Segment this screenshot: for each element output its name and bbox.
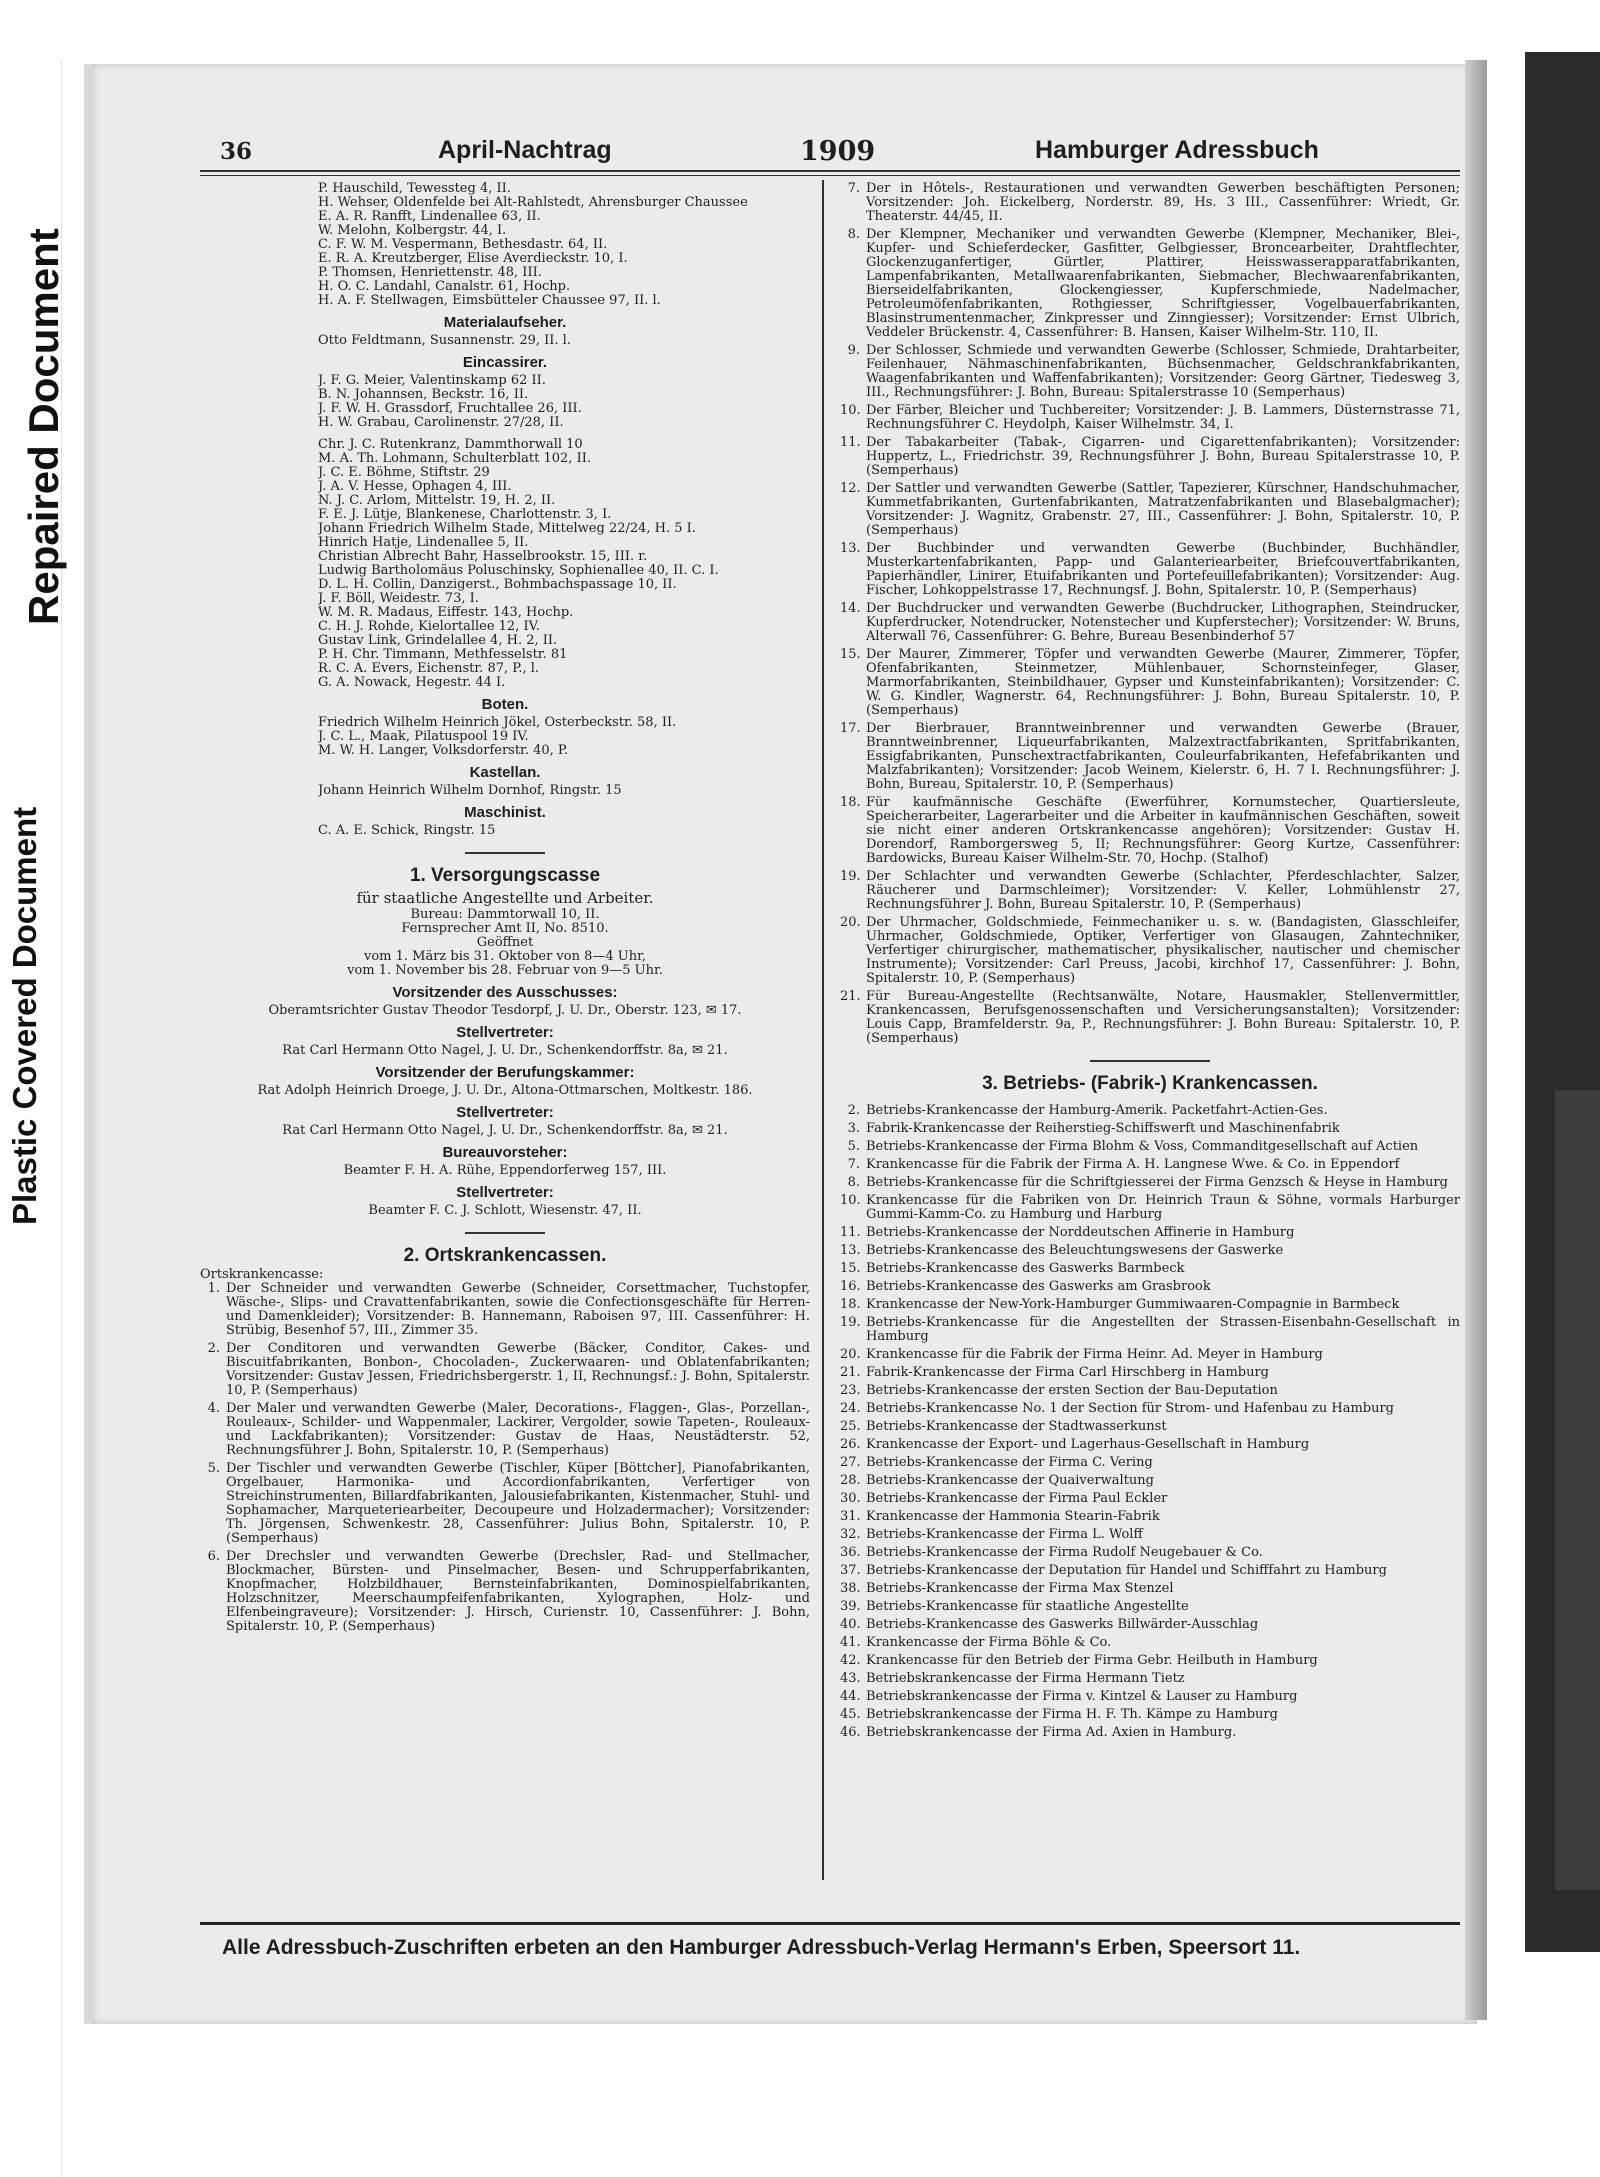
entry-text: Krankencasse für die Fabrik der Firma A. H. Langnese Wwe. & Co. in Eppendorf: [866, 1157, 1400, 1172]
entry-number: 11.: [840, 435, 861, 450]
list-item: [840, 1564, 1460, 1578]
entry-line: Friedrich Wilhelm Heinrich Jökel, Osterbeckstr. 58, II.: [318, 716, 677, 730]
entry-number: 8.: [847, 227, 860, 242]
list-item: [200, 1282, 810, 1338]
entry-line: J. A. V. Hesse, Ophagen 4, III.: [318, 480, 512, 494]
list-item: [840, 1122, 1460, 1136]
entry-number: 26.: [840, 1437, 861, 1452]
entry-line: Chr. J. C. Rutenkranz, Dammthorwall 10: [318, 438, 583, 452]
list-item: [840, 1582, 1460, 1596]
maschinist-list: [200, 824, 810, 838]
entry-text: Betriebskrankencasse der Firma Hermann Tietz: [866, 1671, 1185, 1686]
entry-text: Krankencasse für die Fabriken von Dr. Heinrich Traun & Söhne, vormals Harburger Gummi-Kamm-Co. zu Hamburg und Harburg: [866, 1193, 1460, 1222]
entry-text: Betriebs-Krankencasse für die Schriftgiesserei der Firma Genzsch & Heyse in Hamburg: [866, 1175, 1448, 1190]
section-2-entries: [200, 1282, 810, 1634]
list-item: [200, 1550, 810, 1634]
entry-text: Betriebs-Krankencasse der Hamburg-Amerik. Packetfahrt-Actien-Ges.: [866, 1103, 1328, 1118]
entry-line: B. N. Johannsen, Beckstr. 16, II.: [318, 388, 529, 402]
role-heading: Stellvertreter:: [456, 1024, 554, 1041]
entry-number: 32.: [840, 1527, 861, 1542]
entry-line: M. A. Th. Lohmann, Schulterblatt 102, II.: [318, 452, 591, 466]
entry-line: J. C. L., Maak, Pilatuspool 19 IV.: [318, 730, 529, 744]
role-holder: Oberamtsrichter Gustav Theodor Tesdorpf, J. U. Dr., Oberstr. 123, ✉ 17.: [268, 1003, 742, 1018]
entry-text: Für kaufmännische Geschäfte (Ewerführer, Kornumstecher, Quartiersleute, Speicherarbeiter, Lagerarbeiter und die Arbeiter in kaufmännischen Geschäften, soweit sie nicht einer anderen Ortskrankencasse angehören); Vorsitzender: Gustav H. Dorendorf, Ramborgersweg 5, II; Rechnungsführer: Georg Kurtze, Cassenführer: Bardowicks, Bureau Kaiser Wilhelm-Str. 70, Hochp. (Stalhof): [866, 795, 1460, 866]
entry-text: Betriebs-Krankencasse des Gaswerks am Grasbrook: [866, 1279, 1211, 1294]
header-year: 1909: [800, 136, 876, 167]
list-item: [840, 182, 1460, 224]
entry-line: Christian Albrecht Bahr, Hasselbrookstr. 15, III. r.: [318, 550, 648, 564]
entry-line: vom 1. November bis 28. Februar von 9—5 Uhr.: [347, 964, 663, 978]
entry-line: R. C. A. Evers, Eichenstr. 87, P., l.: [318, 662, 540, 676]
entry-text: Krankencasse der Firma Böhle & Co.: [866, 1635, 1112, 1650]
entry-text: Der Sattler und verwandten Gewerbe (Sattler, Tapezierer, Kürschner, Handschuhmacher, Kummetfabrikanten, Gurtenfabrikanten, Matratzenfabrikanten und Blasebalgmacher); Vorsitzender: J. Wagnitz, Grabenstr. 27, III., Cassenführer: J. Bohn, Spitalerstr. 10, P. (Semperhaus): [866, 481, 1460, 538]
entry-line: G. A. Nowack, Hegestr. 44 I.: [318, 676, 506, 690]
entry-text: Betriebs-Krankencasse für staatliche Angestellte: [866, 1599, 1189, 1614]
entry-number: 6.: [207, 1549, 220, 1564]
section-3-title: 3. Betriebs- (Fabrik-) Krankencassen.: [982, 1073, 1318, 1094]
list-item: [840, 1402, 1460, 1416]
entry-number: 19.: [840, 1315, 861, 1330]
list-item: [840, 228, 1460, 340]
eincassirer-heading: Eincassirer.: [462, 354, 548, 371]
list-item: [840, 1226, 1460, 1240]
entry-line: H. O. C. Landahl, Canalstr. 61, Hochp.: [318, 280, 571, 294]
list-item: [840, 1438, 1460, 1452]
entry-text: Betriebskrankencasse der Firma v. Kintzel & Lauser zu Hamburg: [866, 1689, 1298, 1704]
entry-number: 21.: [840, 1365, 861, 1380]
list-item: [840, 1316, 1460, 1344]
section-1-info: [200, 908, 810, 978]
list-item: [840, 436, 1460, 478]
entry-line: Gustav Link, Grindelallee 4, H. 2, II.: [318, 634, 558, 648]
list-item: [840, 1654, 1460, 1668]
entry-line: P. Thomsen, Henriettenstr. 48, III.: [318, 266, 542, 280]
entry-number: 36.: [840, 1545, 861, 1560]
section-1-title: 1. Versorgungscasse: [409, 865, 601, 886]
eincassirer-list-b: [200, 438, 810, 690]
entry-number: 39.: [840, 1599, 861, 1614]
entry-text: Krankencasse für die Fabrik der Firma Heinr. Ad. Meyer in Hamburg: [866, 1347, 1323, 1362]
footer-notice: Alle Adressbuch-Zuschriften erbeten an den Hamburger Adressbuch-Verlag Hermann's Erben, Speersort 11.: [222, 1936, 1301, 1959]
entry-number: 5.: [847, 1139, 860, 1154]
entry-line: C. H. J. Rohde, Kielortallee 12, IV.: [318, 620, 540, 634]
list-item: [840, 1510, 1460, 1524]
role-holder: Rat Carl Hermann Otto Nagel, J. U. Dr., Schenkendorffstr. 8a, ✉ 21.: [282, 1123, 728, 1138]
role-holder: Beamter F. C. J. Schlott, Wiesenstr. 47, II.: [368, 1203, 642, 1218]
entry-number: 13.: [840, 541, 861, 556]
entry-line: Ludwig Bartholomäus Poluschinsky, Sophienallee 40, II. C. I.: [318, 564, 719, 578]
list-item: [840, 722, 1460, 792]
entry-line: N. J. C. Arlom, Mittelstr. 19, H. 2, II.: [318, 494, 556, 508]
list-item: [840, 1194, 1460, 1222]
list-item: [840, 1636, 1460, 1650]
list-item: [840, 1244, 1460, 1258]
entry-text: Der Tabakarbeiter (Tabak-, Cigarren- und Cigarettenfabrikanten); Vorsitzender: Huppertz, L., Friedrichstr. 39, Rechnungsführer J. Bohn, Bureau Spitalerstrasse 10, P. (Semperhaus): [866, 435, 1460, 478]
entry-number: 28.: [840, 1473, 861, 1488]
entry-number: 20.: [840, 1347, 861, 1362]
list-item: [840, 870, 1460, 912]
list-item: [840, 1420, 1460, 1434]
entry-text: Betriebs-Krankencasse der Deputation für Handel und Schifffahrt zu Hamburg: [866, 1563, 1387, 1578]
entry-number: 8.: [847, 1175, 860, 1190]
entry-number: 41.: [840, 1635, 861, 1650]
list-item: [840, 602, 1460, 644]
entry-line: W. Melohn, Kolbergstr. 44, I.: [318, 224, 507, 238]
list-item: [840, 1348, 1460, 1362]
list-item: [840, 1366, 1460, 1380]
entry-number: 2.: [847, 1103, 860, 1118]
list-item: [840, 482, 1460, 538]
entry-number: 7.: [847, 1157, 860, 1172]
entry-text: Betriebs-Krankencasse der Firma Blohm & Voss, Commanditgesellschaft auf Actien: [866, 1139, 1419, 1154]
list-item: [200, 1402, 810, 1458]
entry-line: H. W. Grabau, Carolinenstr. 27/28, II.: [318, 416, 564, 430]
kastellan-list: [200, 784, 810, 798]
list-item: [840, 1176, 1460, 1190]
entry-number: 18.: [840, 795, 861, 810]
list-item: [840, 648, 1460, 718]
entry-number: 1.: [207, 1281, 220, 1296]
list-item: [840, 1492, 1460, 1506]
entry-line: Geöffnet: [476, 936, 534, 950]
entry-line: Hinrich Hatje, Lindenallee 5, II.: [318, 536, 529, 550]
entry-line: Bureau: Dammtorwall 10, II.: [410, 908, 600, 922]
entry-text: Der Tischler und verwandten Gewerbe (Tischler, Küper [Böttcher], Pianofabrikanten, Orgelbauer, Harmonika- und Accordionfabrikanten, Verfertiger von Streichinstrumenten, Billardfabrikanten, Jalousiefabrikanten, Kistenmacher, Stuhl- und Sophamacher, Marqueteriearbeiter, Decoupeure und Holzadermacher); Vorsitzender: Th. Jörgensen, Schwenkestr. 28, Cassenführer: Julius Bohn, Spitalerstr. 10, P. (Semperhaus): [226, 1461, 810, 1546]
boten-heading: Boten.: [481, 696, 529, 713]
section-1-roles: [200, 984, 810, 1218]
entry-text: Betriebs-Krankencasse des Gaswerks Barmbeck: [866, 1261, 1185, 1276]
header-rule: [200, 170, 1460, 172]
entry-number: 14.: [840, 601, 861, 616]
list-item: [840, 1384, 1460, 1398]
entry-number: 19.: [840, 869, 861, 884]
book-edge: [1465, 60, 1487, 2020]
entry-number: 21.: [840, 989, 861, 1004]
list-item: [840, 1726, 1460, 1740]
page-number: 36: [220, 138, 253, 165]
entry-text: Der Färber, Bleicher und Tuchbereiter; Vorsitzender: J. B. Lammers, Düsternstrasse 71, Rechnungsführer C. Heydolph, Kaiser Wilhelmstr. 34, I.: [866, 403, 1460, 432]
list-item: [840, 1546, 1460, 1560]
entry-line: Fernsprecher Amt II, No. 8510.: [401, 922, 609, 936]
section-1-subtitle: für staatliche Angestellte und Arbeiter.: [356, 889, 654, 907]
entry-text: Krankencasse der Hammonia Stearin-Fabrik: [866, 1509, 1160, 1524]
list-item: [200, 1342, 810, 1398]
entry-number: 30.: [840, 1491, 861, 1506]
entry-text: Betriebskrankencasse der Firma H. F. Th. Kämpe zu Hamburg: [866, 1707, 1278, 1722]
entry-line: F. E. J. Lütje, Blankenese, Charlottenstr. 3, I.: [318, 508, 612, 522]
entry-number: 10.: [840, 403, 861, 418]
entry-line: C. F. W. M. Vespermann, Bethesdastr. 64, II.: [318, 238, 608, 252]
entry-text: Der Schlosser, Schmiede und verwandten Gewerbe (Schlosser, Schmiede, Drahtarbeiter, Feilenhauer, Nähmaschinenfabrikanten, Büchsenmacher, Geldschrankfabrikanten, Waagenfabrikanten und Waffenfabrikanten); Vorsitzender: Georg Gärtner, Tiedesweg 3, III., Rechnungsführer: J. Bohn, Bureau: Spitalerstrasse 10 (Semperhaus): [866, 343, 1460, 400]
list-item: [840, 1456, 1460, 1470]
entry-text: Betriebs-Krankencasse für die Angestellten der Strassen-Eisenbahn-Gesellschaft in Hamburg: [866, 1315, 1460, 1344]
entry-text: Betriebs-Krankencasse der Stadtwasserkunst: [866, 1419, 1167, 1434]
entry-line: P. Hauschild, Tewessteg 4, II.: [318, 182, 511, 196]
scanner-frame-shadow: [1555, 1090, 1600, 1890]
entry-number: 31.: [840, 1509, 861, 1524]
entry-number: 27.: [840, 1455, 861, 1470]
role-holder: Rat Carl Hermann Otto Nagel, J. U. Dr., Schenkendorffstr. 8a, ✉ 21.: [282, 1043, 728, 1058]
entry-line: J. F. Böll, Weidestr. 73, I.: [318, 592, 479, 606]
list-item: [840, 916, 1460, 986]
list-item: [840, 1474, 1460, 1488]
entry-line: H. Wehser, Oldenfelde bei Alt-Rahlstedt, Ahrensburger Chaussee: [318, 196, 748, 210]
entry-text: Der Conditoren und verwandten Gewerbe (Bäcker, Conditor, Cakes- und Biscuitfabrikanten, Bonbon-, Chocoladen-, Zuckerwaaren- und Oblatenfabrikanten; Vorsitzender: Gustav Jessen, Friedrichsbergerstr. 1, II, Rechnungsf.: J. Bohn, Spitalerstr. 10, P. (Semperhaus): [226, 1341, 810, 1398]
list-item: [840, 1528, 1460, 1542]
entry-text: Krankencasse der New-York-Hamburger Gummiwaaren-Compagnie in Barmbeck: [866, 1297, 1400, 1312]
list-item: [200, 1462, 810, 1546]
section-divider: [1090, 1060, 1210, 1062]
entry-text: Betriebs-Krankencasse der ersten Section der Bau-Deputation: [866, 1383, 1278, 1398]
entry-number: 38.: [840, 1581, 861, 1596]
entry-number: 25.: [840, 1419, 861, 1434]
entry-number: 10.: [840, 1193, 861, 1208]
role-heading: Vorsitzender des Ausschusses:: [392, 984, 618, 1001]
entry-number: 12.: [840, 481, 861, 496]
entry-line: Johann Friedrich Wilhelm Stade, Mittelweg 22/24, H. 5 I.: [318, 522, 696, 536]
list-item: [840, 1262, 1460, 1276]
role-heading: Stellvertreter:: [456, 1184, 554, 1201]
entry-text: Betriebs-Krankencasse der Firma Paul Eckler: [866, 1491, 1168, 1506]
entry-line: vom 1. März bis 31. Oktober von 8—4 Uhr,: [363, 950, 647, 964]
eincassirer-list-a: [200, 374, 810, 430]
kastellan-heading: Kastellan.: [469, 764, 541, 781]
section-3-entries: [840, 1104, 1460, 1740]
entry-number: 15.: [840, 647, 861, 662]
entry-line: Johann Heinrich Wilhelm Dornhof, Ringstr. 15: [318, 784, 622, 798]
intro-list: [200, 182, 810, 308]
entry-number: 3.: [847, 1121, 860, 1136]
entry-text: Für Bureau-Angestellte (Rechtsanwälte, Notare, Hausmakler, Stellenvermittler, Krankencassen, Berufsgenossenschaften und Versicherungsanstalten); Vorsitzender: Louis Capp, Bramfelderstr. 9a, P., Rechnungsführer: J. Bohn Bureau: Spitalerstr. 10, P. (Semperhaus): [866, 989, 1460, 1046]
right-column: [840, 182, 1460, 1744]
entry-number: 46.: [840, 1725, 861, 1740]
list-item: [840, 990, 1460, 1046]
footer-rule: [200, 1922, 1460, 1925]
list-item: [840, 1708, 1460, 1722]
entry-text: Krankencasse der Export- und Lagerhaus-Gesellschaft in Hamburg: [866, 1437, 1310, 1452]
entry-text: Betriebskrankencasse der Firma Ad. Axien in Hamburg.: [866, 1725, 1237, 1740]
entry-number: 15.: [840, 1261, 861, 1276]
entry-number: 44.: [840, 1689, 861, 1704]
list-item: [840, 1280, 1460, 1294]
entry-number: 42.: [840, 1653, 861, 1668]
entry-text: Betriebs-Krankencasse der Firma Max Stenzel: [866, 1581, 1174, 1596]
section-2-entries-cont: [840, 182, 1460, 1046]
entry-text: Betriebs-Krankencasse der Firma Rudolf Neugebauer & Co.: [866, 1545, 1263, 1560]
entry-text: Der Schneider und verwandten Gewerbe (Schneider, Corsettmacher, Tuchstopfer, Wäsche-, Slips- und Cravattenfabrikanten, sowie die Confectionsgeschäfte für Herren- und Damenkleider); Vorsitzender: B. Hannemann, Raboisen 97, III. Cassenführer: H. Strübig, Besenhof 57, III., Zimmer 35.: [226, 1281, 810, 1338]
list-item: [840, 1298, 1460, 1312]
entry-number: 5.: [207, 1461, 220, 1476]
entry-number: 43.: [840, 1671, 861, 1686]
header-right-title: Hamburger Adressbuch: [1035, 136, 1319, 164]
entry-number: 9.: [847, 343, 860, 358]
entry-text: Betriebs-Krankencasse No. 1 der Section für Strom- und Hafenbau zu Hamburg: [866, 1401, 1395, 1416]
entry-text: Betriebs-Krankencasse des Gaswerks Billwärder-Ausschlag: [866, 1617, 1259, 1632]
role-holder: Rat Adolph Heinrich Droege, J. U. Dr., Altona-Ottmarschen, Moltkestr. 186.: [257, 1083, 753, 1098]
entry-line: J. C. E. Böhme, Stiftstr. 29: [318, 466, 490, 480]
section-divider: [465, 1232, 545, 1234]
entry-number: 16.: [840, 1279, 861, 1294]
entry-number: 7.: [847, 181, 860, 196]
entry-text: Betriebs-Krankencasse der Firma C. Vering: [866, 1455, 1153, 1470]
entry-text: Fabrik-Krankencasse der Reiherstieg-Schiffswerft und Maschinenfabrik: [866, 1121, 1340, 1136]
list-item: [840, 542, 1460, 598]
entry-text: Der Maler und verwandten Gewerbe (Maler, Decorations-, Flaggen-, Glas-, Porzellan-, Rouleaux-, Schilder- und Wappenmaler, Lackirer, Vergolder, sowie Tapeten-, Rouleaux- und Lackfabrikanten); Vorsitzender: Gustav de Haas, Neustädterstr. 52, Rechnungsführer J. Bohn, Spitalerstr. 10, P. (Semperhaus): [226, 1401, 810, 1458]
section-2-title: 2. Ortskrankencassen.: [403, 1245, 607, 1266]
list-item: [840, 1672, 1460, 1686]
materialaufseher-list: [200, 334, 810, 348]
entry-number: 2.: [207, 1341, 220, 1356]
entry-line: E. A. R. Ranfft, Lindenallee 63, II.: [318, 210, 541, 224]
entry-text: Betriebs-Krankencasse der Firma L. Wolff: [866, 1527, 1143, 1542]
materialaufseher-heading: Materialaufseher.: [443, 314, 567, 331]
entry-text: Betriebs-Krankencasse des Beleuchtungswesens der Gaswerke: [866, 1243, 1284, 1258]
entry-text: Der Bierbrauer, Branntweinbrenner und verwandten Gewerbe (Brauer, Branntweinbrenner, Liqueurfabrikanten, Malzextractfabrikanten, Spritfabrikanten, Essigfabrikanten, Punschextractfabrikanten, Couleurfabrikanten, Hefefabrikanten und Malzfabrikanten); Vorsitzender: Jacob Weinem, Kielerstr. 6, H. 7 I. Rechnungsführer: J. Bohn, Bureau, Spitalerstr. 10, P. (Semperhaus): [866, 721, 1460, 792]
plastic-covered-label: Plastic Covered Document: [6, 806, 43, 1225]
entry-line: E. R. A. Kreutzberger, Elise Averdieckstr. 10, I.: [318, 252, 628, 266]
boten-list: [200, 716, 810, 758]
entry-number: 24.: [840, 1401, 861, 1416]
section-divider: [465, 852, 545, 854]
role-heading: Stellvertreter:: [456, 1104, 554, 1121]
entry-text: Der Schlachter und verwandten Gewerbe (Schlachter, Pferdeschlachter, Salzer, Räucherer und Darmschleimer); Vorsitzender: V. Keller, Lohmühlenstr 27, Rechnungsführer J. Bohn, Bureau Spitalerstr. 10, P. (Semperhaus): [866, 869, 1460, 912]
entry-text: Der Klempner, Mechaniker und verwandten Gewerbe (Klempner, Mechaniker, Blei-, Kupfer- und Schieferdecker, Gasfitter, Gelbgiesser, Broncearbeiter, Drahtflechter, Glockenzuganfertiger, Gürtler, Plattirer, Heisswasserapparatfabrikanten, Lampenfabrikanten, Metallwaarenfabrikanten, Siebmacher, Blechwaarenfabrikanten, Bierseidelfabrikanten, Glockengiesser, Kupferschmiede, Nadelmacher, Petroleumöfenfabrikanten, Rothgiesser, Schriftgiesser, Vogelbauerfabrikanten, Blasinstrumentenmacher, Zinkpresser und Zinngiesser); Vorsitzender: Ernst Ulbrich, Veddeler Brückenstr. 4, Cassenführer: B. Hansen, Kaiser Wilhelm-Str. 110, II.: [866, 227, 1460, 340]
entry-text: Krankencasse für den Betrieb der Firma Gebr. Heilbuth in Hamburg: [866, 1653, 1318, 1668]
entry-text: Der Maurer, Zimmerer, Töpfer und verwandten Gewerbe (Maurer, Zimmerer, Töpfer, Ofenfabrikanten, Steinmetzer, Mühlenbauer, Schornsteinfeger, Glaser, Marmorfabrikanten, Steinbildhauer, Gypser und Kunsteinfabrikanten); Vorsitzender: C. W. G. Kindler, Wagnerstr. 64, Rechnungsführer: J. Bohn, Bureau Spitalerstr. 10, P. (Semperhaus): [866, 647, 1460, 718]
header-left-title: April-Nachtrag: [438, 136, 612, 164]
section-2-intro: Ortskrankencasse:: [200, 1267, 324, 1282]
entry-line: J. F. G. Meier, Valentinskamp 62 II.: [318, 374, 546, 388]
list-item: [840, 1104, 1460, 1118]
list-item: [840, 404, 1460, 432]
entry-number: 4.: [207, 1401, 220, 1416]
entry-number: 20.: [840, 915, 861, 930]
left-column: [200, 182, 810, 1638]
entry-line: W. M. R. Madaus, Eiffestr. 143, Hochp.: [318, 606, 574, 620]
list-item: [840, 796, 1460, 866]
entry-text: Betriebs-Krankencasse der Norddeutschen Affinerie in Hamburg: [866, 1225, 1295, 1240]
list-item: [840, 1690, 1460, 1704]
entry-text: Der Drechsler und verwandten Gewerbe (Drechsler, Rad- und Stellmacher, Blockmacher, Bürsten- und Pinselmacher, Besen- und Schrupperfabrikanten, Knopfmacher, Holzbildhauer, Bernsteinfabrikanten, Dominospielfabrikanten, Holzschnitzer, Meerschaumpfeifenfabrikanten, Xylographen, Holz- und Elfenbeingraveure); Vorsitzender: J. Hirsch, Curienstr. 10, Cassenführer: J. Bohn, Spitalerstr. 10, P. (Semperhaus): [226, 1549, 810, 1634]
entry-text: Der in Hôtels-, Restaurationen und verwandten Gewerben beschäftigten Personen; Vorsitzender: Joh. Eickelberg, Norderstr. 89, Hs. 3 III., Cassenführer: Wriedt, Gr. Theaterstr. 44/45, II.: [866, 181, 1460, 224]
entry-line: H. A. F. Stellwagen, Eimsbütteler Chaussee 97, II. l.: [318, 294, 661, 308]
entry-line: C. A. E. Schick, Ringstr. 15: [318, 824, 496, 838]
list-item: [840, 1158, 1460, 1172]
list-item: [840, 1618, 1460, 1632]
entry-text: Der Uhrmacher, Goldschmiede, Feinmechaniker u. s. w. (Bandagisten, Glasschleifer, Uhrmacher, Goldschmiede, Optiker, Verfertiger von Glasaugen, Zahntechniker, Verfertiger chirurgischer, mathematischer, physikalischer, nautischer und chemischer Instrumente); Vorsitzender: Carl Preuss, Jacobi, kirchhof 17, Cassenführer: J. Bohn, Spitalerstr. 10, P. (Semperhaus): [866, 915, 1460, 986]
entry-number: 37.: [840, 1563, 861, 1578]
entry-text: Der Buchdrucker und verwandten Gewerbe (Buchdrucker, Lithographen, Steindrucker, Kupferdrucker, Notendrucker, Notenstecher und Kupferstecher); Vorsitzender: W. Bruns, Alterwall 76, Cassenführer: G. Behre, Bureau Besenbinderhof 57: [866, 601, 1460, 644]
role-heading: Bureauvorsteher:: [442, 1144, 568, 1161]
role-holder: Beamter F. H. A. Rühe, Eppendorferweg 157, III.: [343, 1163, 667, 1178]
maschinist-heading: Maschinist.: [464, 804, 546, 821]
entry-number: 13.: [840, 1243, 861, 1258]
entry-line: M. W. H. Langer, Volksdorferstr. 40, P.: [318, 744, 569, 758]
entry-number: 17.: [840, 721, 861, 736]
column-divider: [822, 180, 824, 1880]
role-heading: Vorsitzender der Berufungskammer:: [375, 1064, 635, 1081]
list-item: [840, 1140, 1460, 1154]
repaired-document-label: Repaired Document: [20, 228, 67, 625]
page-header: [200, 132, 1460, 172]
entry-number: 11.: [840, 1225, 861, 1240]
list-item: [840, 344, 1460, 400]
header-rule-thin: [200, 175, 1460, 176]
entry-text: Der Buchbinder und verwandten Gewerbe (Buchbinder, Buchhändler, Musterkartenfabrikanten, Papp- und Galanteriearbeiter, Briefcouvertfabrikanten, Papierhändler, Linirer, Etuifabrikanten und Portefeuillefabrikanten); Vorsitzender: Aug. Fischer, Lohkoppelstrasse 17, Rechnungsf. J. Bohn, Spitalerstr. 10, P. (Semperhaus): [866, 541, 1460, 598]
entry-number: 23.: [840, 1383, 861, 1398]
entry-line: J. F. W. H. Grassdorf, Fruchtallee 26, III.: [318, 402, 582, 416]
entry-line: D. L. H. Collin, Danzigerst., Bohmbachspassage 10, II.: [318, 578, 677, 592]
entry-text: Fabrik-Krankencasse der Firma Carl Hirschberg in Hamburg: [866, 1365, 1270, 1380]
entry-text: Betriebs-Krankencasse der Quaiverwaltung: [866, 1473, 1154, 1488]
entry-line: P. H. Chr. Timmann, Methfesselstr. 81: [318, 648, 568, 662]
entry-line: Otto Feldtmann, Susannenstr. 29, II. l.: [318, 334, 571, 348]
entry-number: 18.: [840, 1297, 861, 1312]
entry-number: 40.: [840, 1617, 861, 1632]
list-item: [840, 1600, 1460, 1614]
entry-number: 45.: [840, 1707, 861, 1722]
